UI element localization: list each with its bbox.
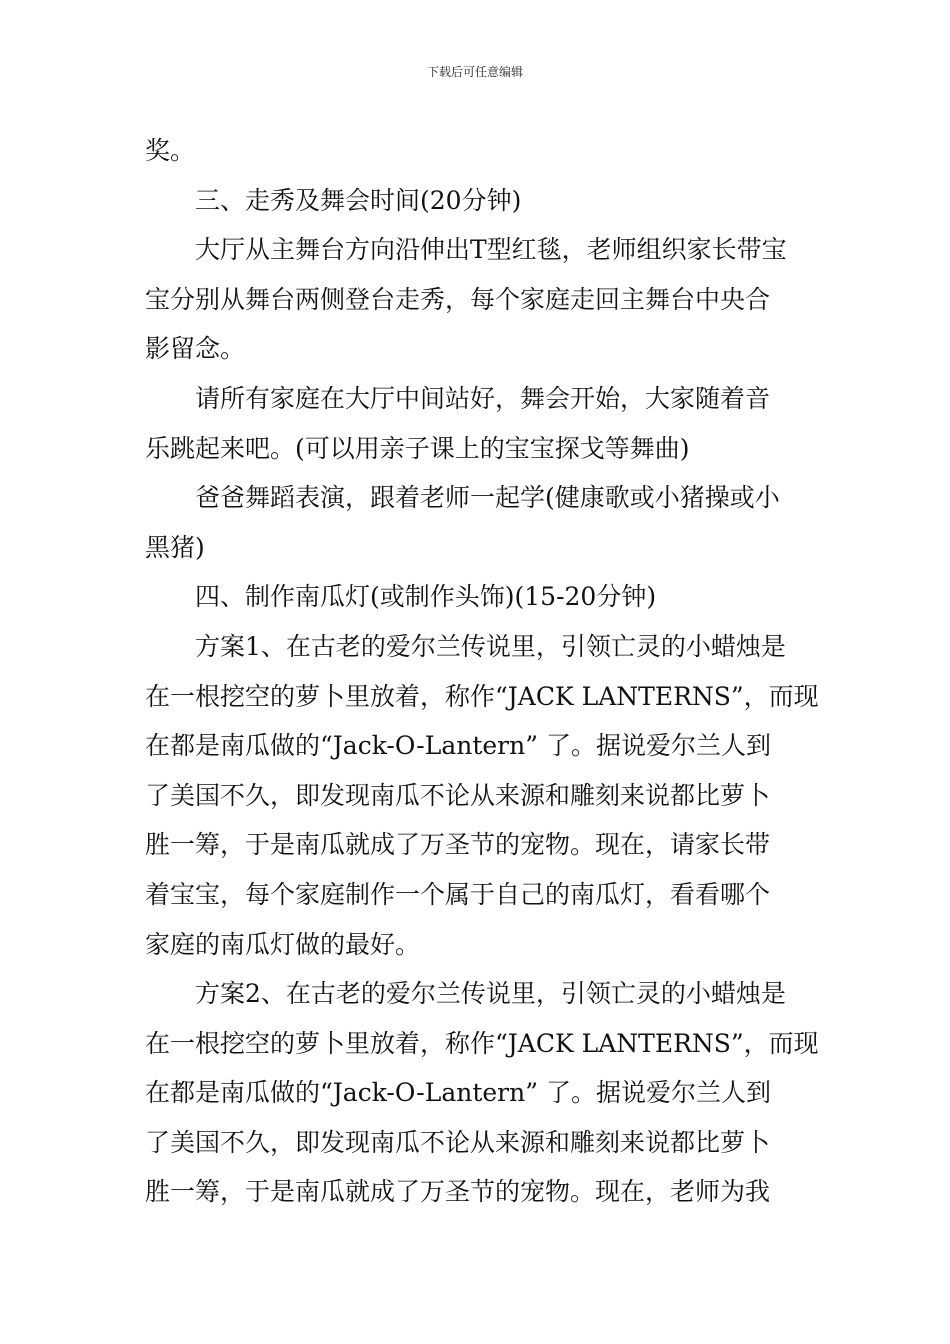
text-line: 奖。 [145,136,196,165]
text-line: 在都是南瓜做的“Jack-O-Lantern” 了。据说爱尔兰人到 [145,731,771,761]
text-line: 黑猪) [145,532,205,562]
text-line: 胜一筹，于是南瓜就成了万圣节的宠物。现在，请家长带 [145,830,771,860]
text-line: 在一根挖空的萝卜里放着，称作“JACK LANTERNS”，而现 [145,1028,819,1058]
text-line: 胜一筹，于是南瓜就成了万圣节的宠物。现在，老师为我 [145,1177,771,1207]
text-line: 乐跳起来吧。(可以用亲子课上的宝宝探戈等舞曲) [145,433,690,463]
document-body [145,126,819,1217]
text-line: 着宝宝，每个家庭制作一个属于自己的南瓜灯，看看哪个 [145,879,771,909]
text-line: 大厅从主舞台方向沿伸出T型红毯，老师组织家长带宝 [195,235,787,265]
text-line: 宝分别从舞台两侧登台走秀，每个家庭走回主舞台中央合 [145,284,771,314]
section-heading-3: 三、走秀及舞会时间(20分钟) [195,185,522,215]
text-line: 方案2、在古老的爱尔兰传说里，引领亡灵的小蜡烛是 [195,979,786,1009]
text-line: 爸爸舞蹈表演，跟着老师一起学(健康歌或小猪操或小 [195,483,780,513]
text-line: 影留念。 [145,334,246,364]
text-line: 了美国不久，即发现南瓜不论从来源和雕刻来说都比萝卜 [145,1127,771,1157]
text-line: 在都是南瓜做的“Jack-O-Lantern” 了。据说爱尔兰人到 [145,1078,771,1108]
text-line: 方案1、在古老的爱尔兰传说里，引领亡灵的小蜡烛是 [195,631,786,661]
section-heading-4: 四、制作南瓜灯(或制作头饰)(15-20分钟) [195,582,657,612]
text-line: 在一根挖空的萝卜里放着，称作“JACK LANTERNS”，而现 [145,681,819,711]
text-line: 了美国不久，即发现南瓜不论从来源和雕刻来说都比萝卜 [145,780,771,810]
text-line: 请所有家庭在大厅中间站好，舞会开始，大家随着音 [195,383,771,413]
text-line: 家庭的南瓜灯做的最好。 [145,929,421,959]
page-header: 下载后可任意编辑 [426,65,523,79]
